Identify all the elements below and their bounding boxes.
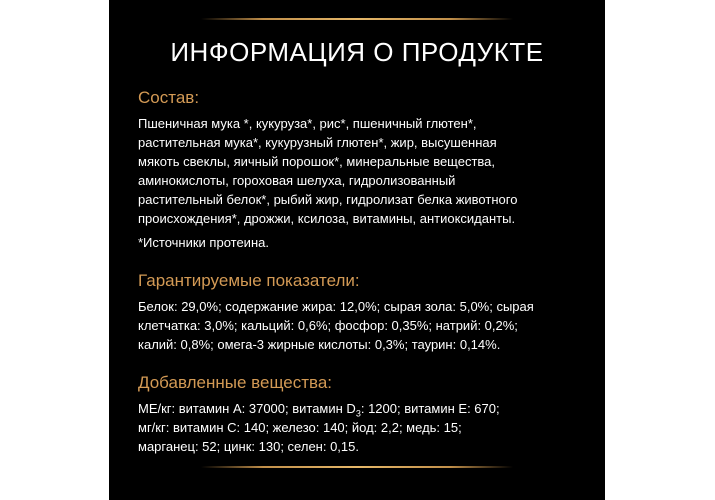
- vitamin-d-subscript: 3: [355, 408, 361, 419]
- additives-line-part: : 1200; витамин E: 670;: [360, 401, 500, 416]
- additives-line-part: МЕ/кг: витамин A: 37000; витамин D: [138, 401, 356, 416]
- composition-line: растительный белок*, рыбий жир, гидролизат белка животного: [138, 192, 518, 207]
- composition-line: аминокислоты, гороховая шелуха, гидролизованный: [138, 173, 456, 188]
- product-info-panel: [109, 0, 605, 500]
- additives-heading: Добавленные вещества:: [138, 373, 332, 392]
- guaranteed-section: [138, 271, 588, 354]
- composition-line: Пшеничная мука *, кукуруза*, рис*, пшеничный глютен*,: [138, 116, 477, 131]
- composition-text: [138, 114, 588, 228]
- additives-text: [138, 399, 588, 456]
- composition-line: мякоть свеклы, яичный порошок*, минеральные вещества,: [138, 154, 496, 169]
- additives-line: мг/кг: витамин C: 140; железо: 140; йод: 2,2; медь: 15;: [138, 420, 462, 435]
- guaranteed-heading: Гарантируемые показатели:: [138, 271, 360, 290]
- additives-line: марганец: 52; цинк: 130; селен: 0,15.: [138, 439, 359, 454]
- composition-line: растительная мука*, кукурузный глютен*, жир, высушенная: [138, 135, 497, 150]
- guaranteed-line: Белок: 29,0%; содержание жира: 12,0%; сырая зола: 5,0%; сырая: [138, 299, 534, 314]
- composition-line: происхождения*, дрожжи, ксилоза, витамины, антиоксиданты.: [138, 211, 516, 226]
- guaranteed-line: клетчатка: 3,0%; кальций: 0,6%; фосфор: 0,35%; натрий: 0,2%;: [138, 318, 518, 333]
- page-title: ИНФОРМАЦИЯ О ПРОДУКТЕ: [170, 37, 544, 67]
- content: [138, 88, 588, 475]
- top-divider: [201, 18, 513, 20]
- protein-source-note: *Источники протеина.: [138, 235, 269, 250]
- composition-heading: Состав:: [138, 88, 200, 107]
- bottom-divider: [201, 466, 513, 468]
- guaranteed-line: калий: 0,8%; омега-3 жирные кислоты: 0,3%; таурин: 0,14%.: [138, 337, 501, 352]
- additives-section: [138, 373, 588, 456]
- guaranteed-text: [138, 297, 588, 354]
- composition-section: [138, 88, 588, 252]
